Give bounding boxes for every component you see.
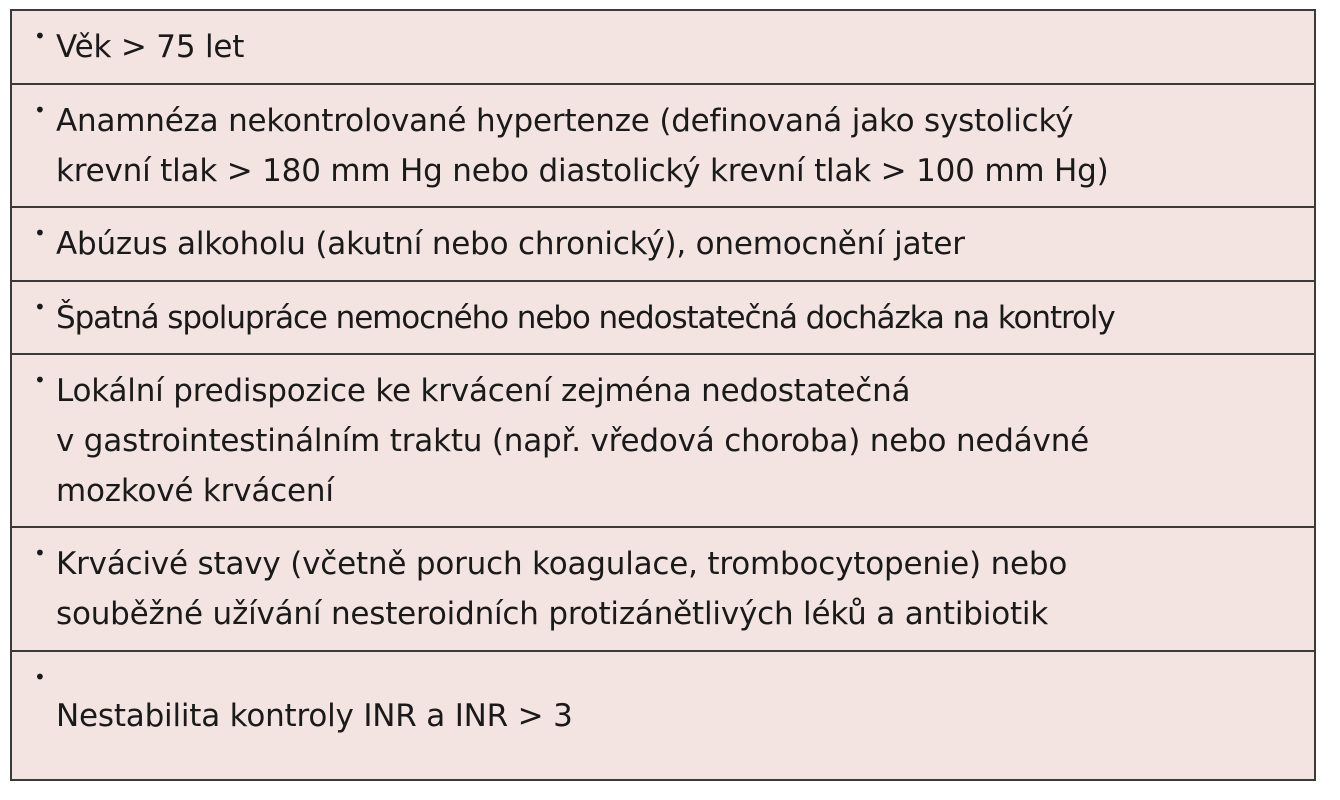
row-text: Lokální predispozice ke krvácení zejména nedostatečná v gastrointestinálním traktu (např. vředová choroba) nebo nedávné mozkové krvácení (56, 372, 1090, 509)
bullet: • (34, 541, 46, 565)
table-row (12, 206, 1314, 280)
bullet: • (34, 24, 46, 48)
row-text: Věk > 75 let (56, 29, 245, 65)
table-row (12, 11, 1314, 83)
table-row (12, 353, 1314, 526)
row-text: Špatná spolupráce nemocného nebo nedostatečná docházka na kontroly (56, 299, 1115, 336)
table-row (12, 526, 1314, 650)
table-row (12, 650, 1314, 779)
bullet: • (34, 368, 46, 392)
row-text: Krvácivé stavy (včetně poruch koagulace, trombocytopenie) nebo souběžné užívání nesteroidních protizánětlivých léků a antibiotik (56, 546, 1068, 632)
bullet: • (34, 98, 46, 122)
row-text: Anamnéza nekontrolované hypertenze (definovaná jako systolický krevní tlak > 180 mm Hg nebo diastolický krevní tlak > 100 mm Hg) (56, 102, 1109, 189)
bullet: • (34, 295, 46, 319)
bullet: • (34, 665, 46, 689)
row-text: Nestabilita kontroly INR a INR > 3 (56, 697, 573, 734)
risk-factors-table (10, 9, 1316, 781)
bullet: • (34, 221, 46, 245)
table-row (12, 83, 1314, 206)
table-row (12, 280, 1314, 353)
row-text: Abúzus alkoholu (akutní nebo chronický), onemocnění jater (56, 226, 965, 262)
